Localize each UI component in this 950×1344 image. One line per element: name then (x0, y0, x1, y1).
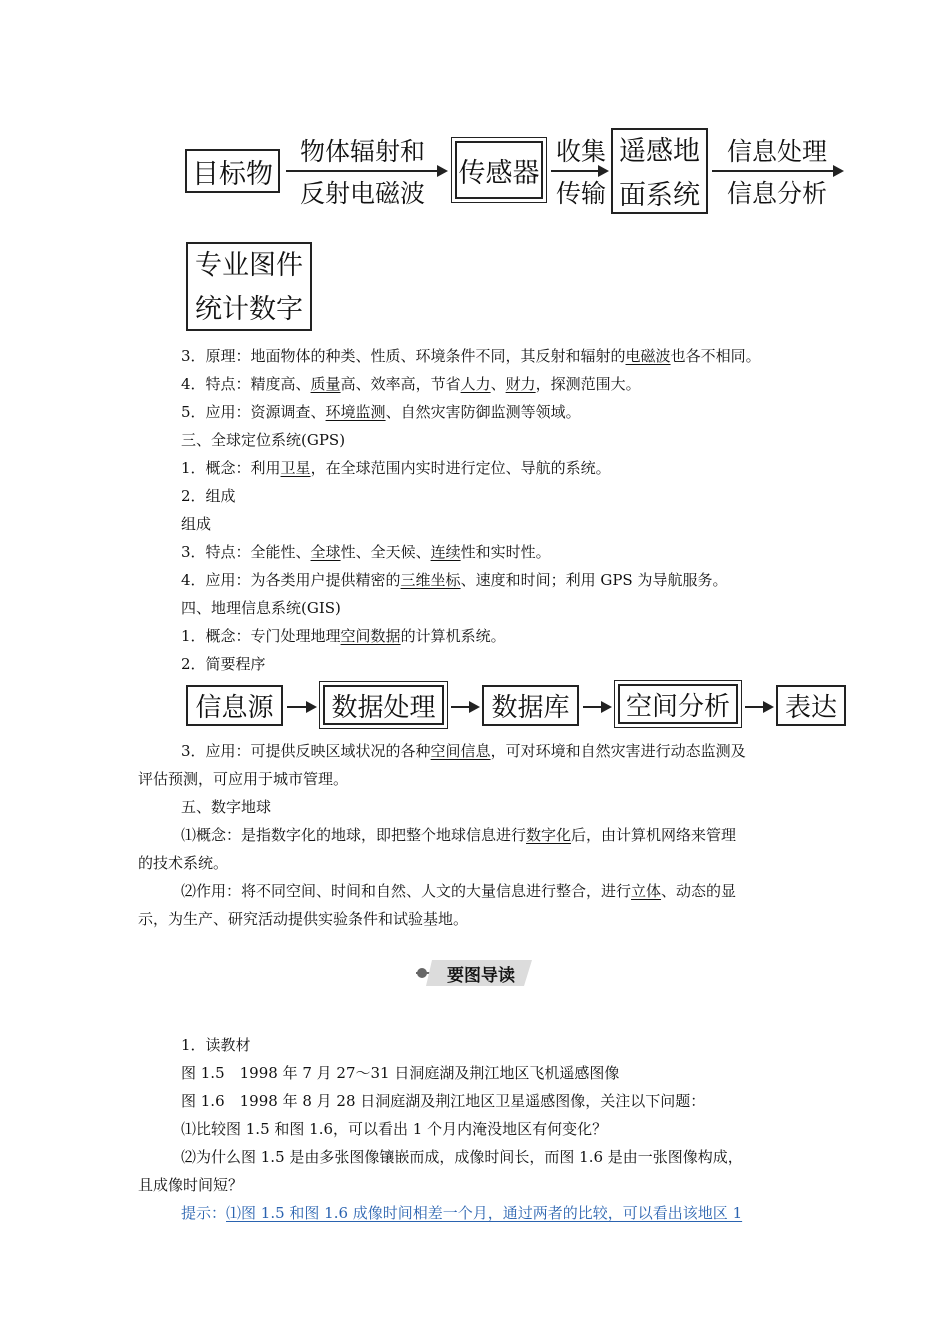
gis-application: 3．应用：可提供反映区域状况的各种空间信息，可对环境和自然灾害进行动态监测及 (181, 742, 746, 760)
gps-composition-sub: 组成 (181, 515, 212, 533)
flow1-output-line2: 统计数字 (195, 294, 303, 325)
de-heading: 五、数字地球 (181, 798, 272, 816)
reading-fig15: 图 1.5 1998 年 7 月 27～31 日洞庭湖及荆江地区飞机遥感图像 (181, 1064, 620, 1082)
flow2-arrow4 (745, 706, 772, 708)
flow1-target-label: 目标物 (192, 158, 273, 190)
gps-application: 4．应用：为各类用户提供精密的三维坐标、速度和时间；利用 GPS 为导航服务。 (181, 571, 728, 589)
hint-label: 提示： (181, 1204, 227, 1222)
flow1-edge3-bottom: 信息分析 (727, 179, 828, 208)
flow1-edge2-bottom: 传输 (556, 179, 607, 208)
flow1-ground-system-line2: 面系统 (619, 180, 700, 211)
reading-q2: ⑵为什么图 1.5 是由多张图像镶嵌而成，成像时间长，而图 1.6 是由一张图像构成， (181, 1148, 743, 1166)
flow2-database-box: 数据库 (482, 685, 579, 726)
flow1-edge1-top: 物体辐射和 (300, 137, 426, 166)
reading-hint (181, 1203, 742, 1223)
gps-composition: 2．组成 (181, 487, 236, 505)
section-banner (414, 958, 534, 988)
flow1-arrow1 (286, 170, 446, 172)
banner-label: 要图导读 (447, 966, 515, 986)
flow2-arrow2 (451, 706, 478, 708)
flow2-express-box: 表达 (776, 685, 846, 726)
flow2-analysis-box: 空间分析 (618, 684, 738, 724)
flow1-sensor-box (455, 141, 543, 199)
rs-application: 5．应用：资源调查、环境监测、自然灾害防御监测等领域。 (181, 403, 581, 421)
flow1-output-box (186, 242, 312, 331)
reading-q2-cont: 且成像时间短？ (138, 1176, 244, 1194)
flow1-edge3-top: 信息处理 (727, 137, 828, 166)
flow1-output-line1: 专业图件 (195, 250, 303, 281)
gis-heading: 四、地理信息系统(GIS) (181, 599, 341, 617)
gps-concept: 1．概念：利用卫星，在全球范围内实时进行定位、导航的系统。 (181, 459, 611, 477)
reading-fig16: 图 1.6 1998 年 8 月 28 日洞庭湖及荆江地区卫星遥感图像，关注以下问题： (181, 1092, 706, 1110)
flow2-arrow1 (287, 706, 315, 708)
flow2-arrow3 (583, 706, 610, 708)
flow1-arrow3 (712, 170, 842, 172)
flow1-arrow2 (551, 170, 607, 172)
flow1-ground-system-box (611, 128, 708, 214)
rs-principle: 3．原理：地面物体的种类、性质、环境条件不同，其反射和辐射的电磁波也各不相同。 (181, 347, 761, 365)
de-function: ⑵作用：将不同空间、时间和自然、人文的大量信息进行整合，进行立体、动态的显 (181, 882, 737, 900)
flow1-ground-system-line1: 遥感地 (619, 136, 700, 167)
flow1-sensor-label: 传感器 (458, 157, 540, 189)
flow1-edge1-bottom: 反射电磁波 (300, 179, 426, 208)
hint-text: ⑴图 1.5 和图 1.6 成像时间相差一个月，通过两者的比较，可以看出该地区 1 (226, 1204, 743, 1222)
rs-features: 4．特点：精度高、质量高、效率高，节省人力、财力，探测范围大。 (181, 375, 641, 393)
de-function-cont: 示，为生产、研究活动提供实验条件和试验基地。 (138, 910, 469, 928)
flow2-processing-box: 数据处理 (323, 685, 444, 725)
gps-heading: 三、全球定位系统(GPS) (181, 431, 346, 449)
flow1-edge2-top: 收集 (556, 137, 607, 166)
reading-q1: ⑴比较图 1.5 和图 1.6，可以看出 1 个月内淹没地区有何变化？ (181, 1120, 608, 1138)
gis-procedure: 2．简要程序 (181, 655, 266, 673)
de-concept: ⑴概念：是指数字化的地球，即把整个地球信息进行数字化后，由计算机网络来管理 (181, 826, 737, 844)
flow1-target-box (185, 149, 280, 193)
de-concept-cont: 的技术系统。 (138, 854, 229, 872)
reading-title: 1．读教材 (181, 1036, 251, 1054)
flow2-source-box: 信息源 (186, 685, 283, 726)
gis-concept: 1．概念：专门处理地理空间数据的计算机系统。 (181, 627, 506, 645)
gis-application-cont: 评估预测，可应用于城市管理。 (138, 770, 349, 788)
gps-features: 3．特点：全能性、全球性、全天候、连续性和实时性。 (181, 543, 551, 561)
